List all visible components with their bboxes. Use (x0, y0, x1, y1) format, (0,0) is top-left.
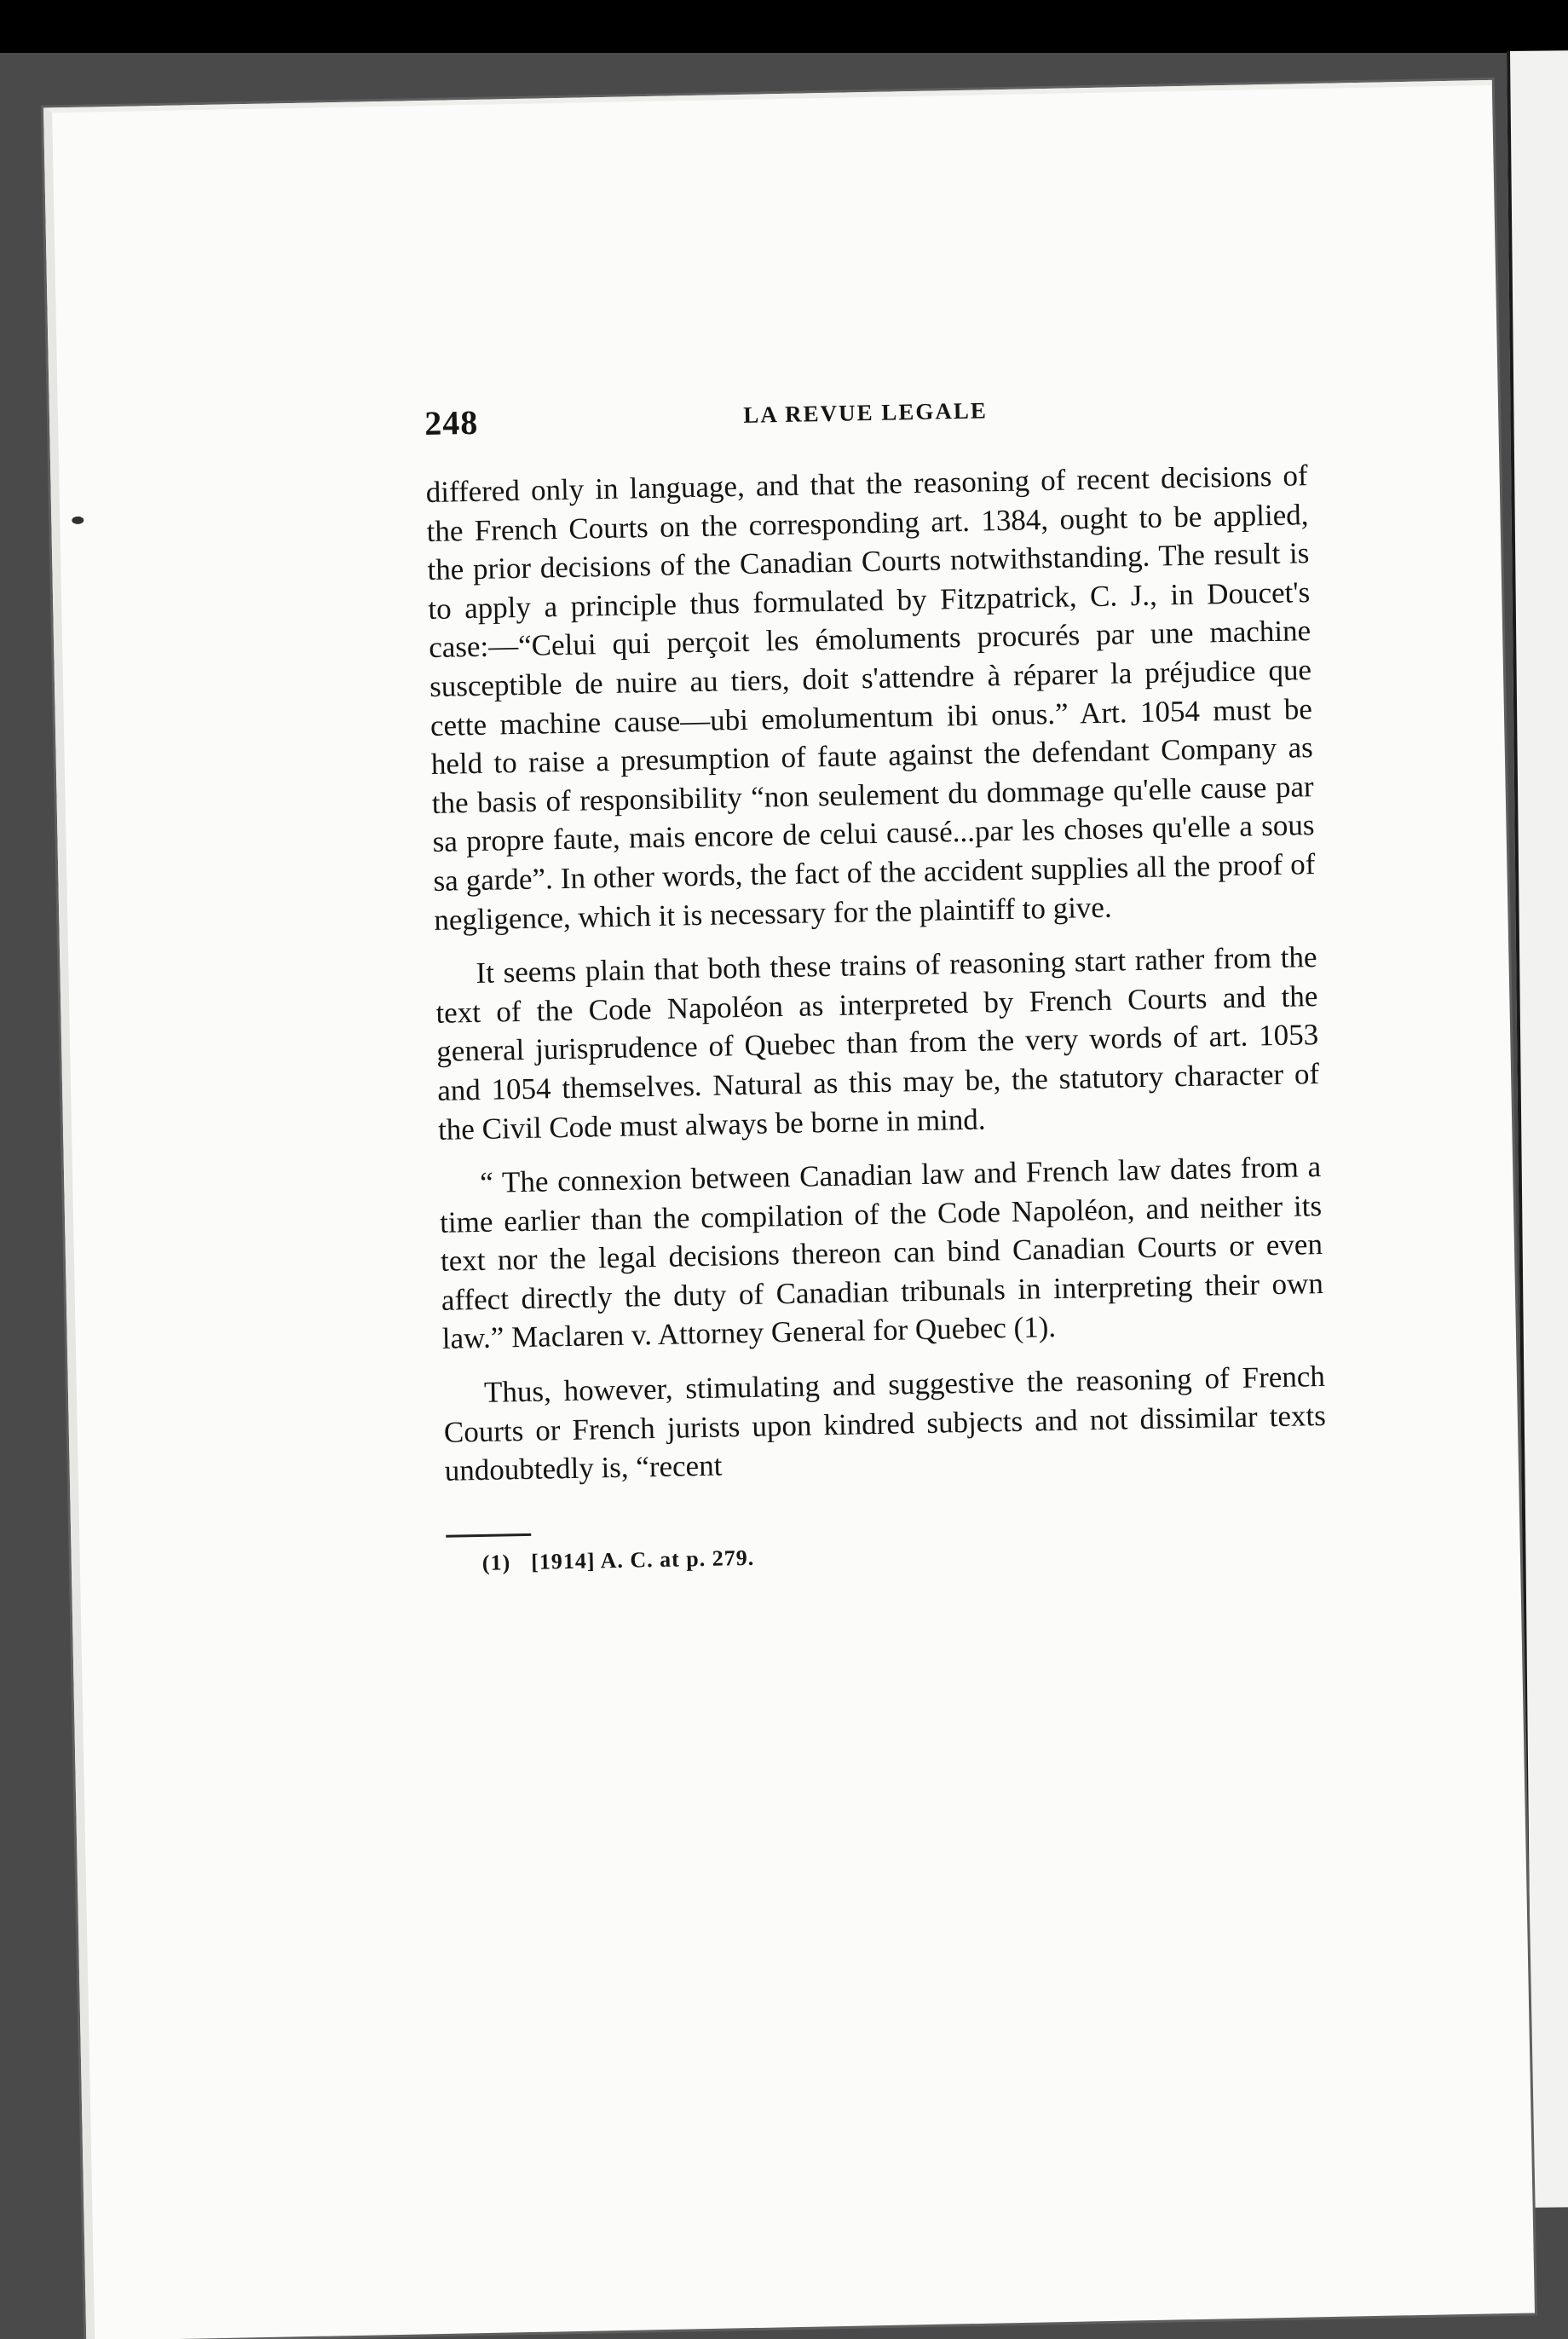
paragraph: differed only in language, and that the reasoning of recent decisions of the French Courts on the corresponding art. 1384, ought to be applied, the prior decisions of the Canadian Courts notwithstanding. The result is to apply a principle thus formulated by Fitzpatrick, C. J., in Doucet's case:—“Celui qui perçoit les émoluments procurés par une machine susceptible de nuire au tiers, doit s'attendre à réparer la préjudice que cette machine cause—ubi emolumentum ibi onus.” Art. 1054 must be held to raise a presumption of faute against the defendant Company as the basis of responsibility “non seulement du dommage qu'elle cause par sa propre faute, mais encore de celui causé...par les choses qu'elle a sous sa garde”. In other words, the fact of the accident supplies all the proof of negligence, which it is necessary for the plaintiff to give. (425, 459, 1316, 937)
footnote-mark: (1) (481, 1550, 511, 1575)
paragraph: It seems plain that both these trains of reasoning start rather from the text of the Code Napoléon as interpreted by French Courts and the general jurisprudence of Quebec than from the very words of art. 1053 and 1054 themselves. Natural as this may be, the statutory character of the Civil Code must always be borne in mind. (435, 940, 1320, 1146)
journal-title: LA REVUE LEGALE (742, 397, 989, 428)
paragraph: Thus, however, stimulating and suggestive the reasoning of French Courts or French jurists upon kindred subjects and not dissimilar texts undoubtedly is, “recent (443, 1360, 1327, 1488)
book-page (43, 80, 1535, 2339)
page-number: 248 (424, 402, 479, 443)
quotation-paragraph: “ The connexion between Canadian law and French law dates from a time earlier than the compilation of the Code Napoléon, and neither its text nor the legal decisions thereon can bind Canadian Courts or even affect directly the duty of Canadian tribunals in interpreting their own law.” Maclaren v. Attorney General for Quebec (1). (439, 1150, 1324, 1356)
footnote-text: [1914] A. C. at p. 279. (530, 1545, 755, 1574)
footnote-rule (446, 1533, 531, 1538)
text-block (424, 386, 1329, 1576)
